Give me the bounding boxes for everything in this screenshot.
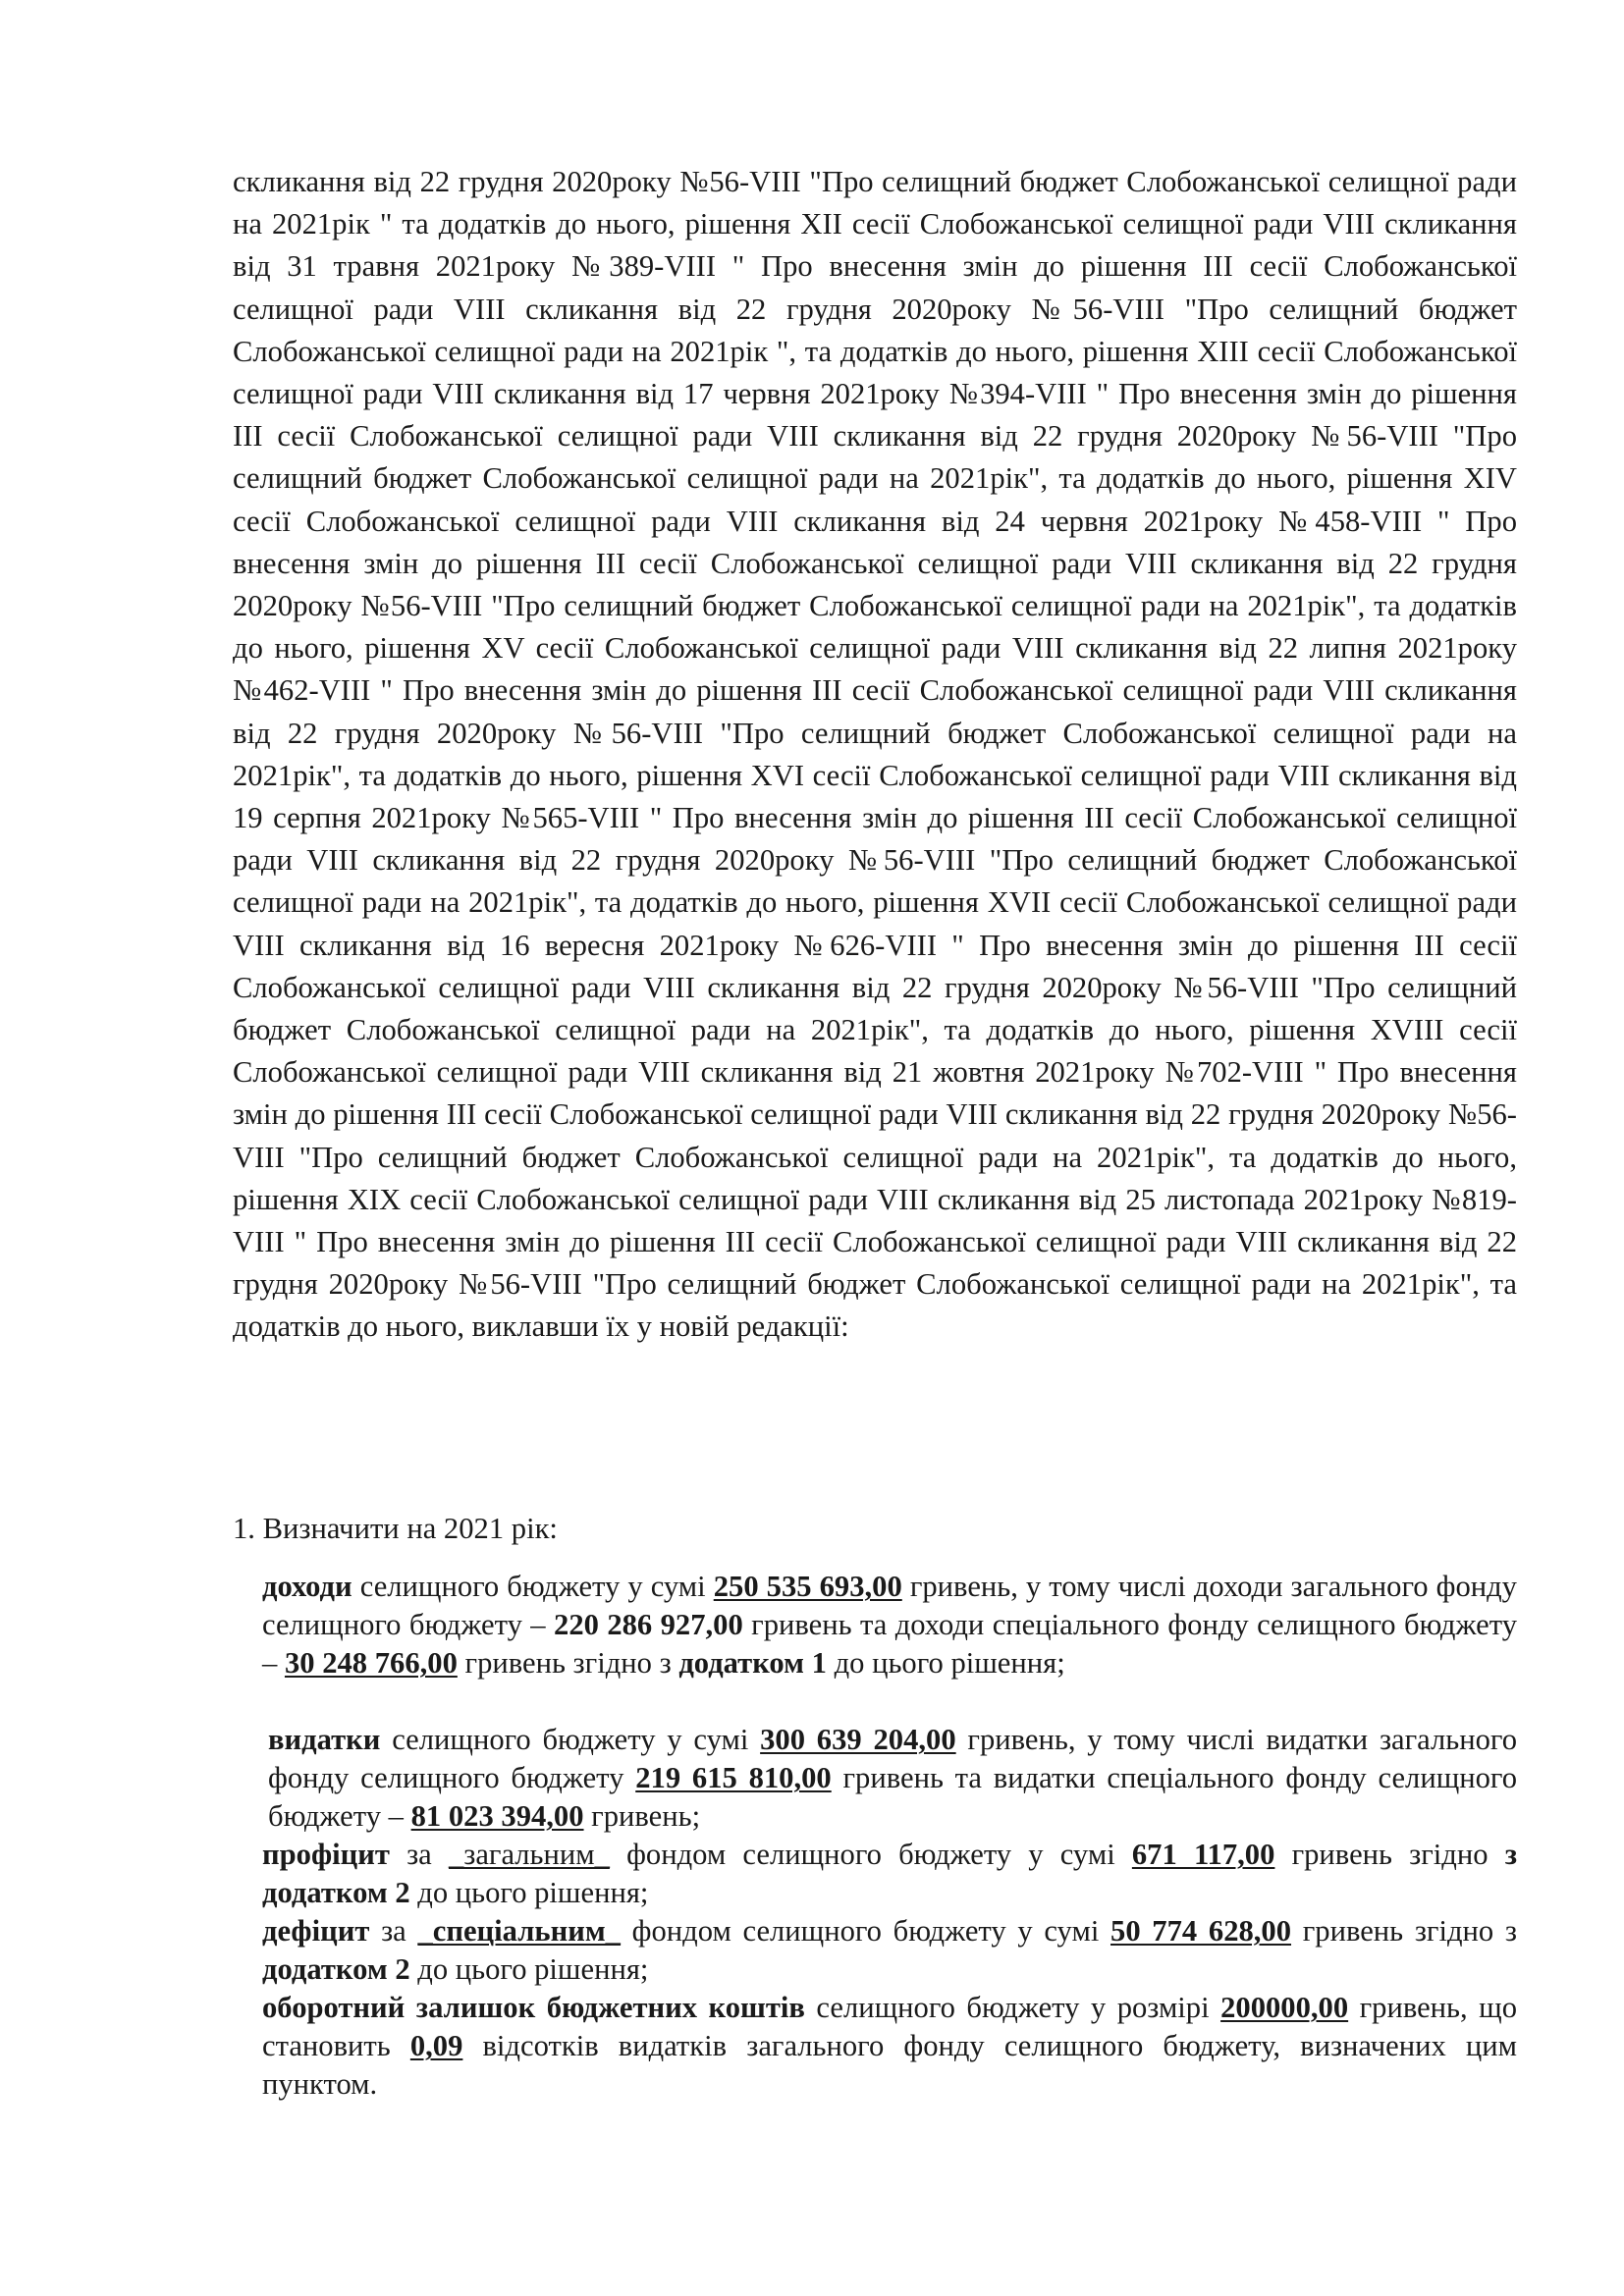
surplus-label: профіцит — [262, 1838, 390, 1871]
surplus-text-3: гривень згідно — [1274, 1838, 1505, 1871]
deficit-item — [262, 1912, 1517, 1989]
income-total: 250 535 693,00 — [713, 1570, 902, 1603]
income-text-5: до цього рішення; — [826, 1646, 1065, 1680]
expenses-text-4: гривень; — [583, 1799, 701, 1833]
surplus-amount: 671 117,00 — [1131, 1838, 1275, 1871]
income-text-4: гривень згідно з — [457, 1646, 679, 1680]
expenses-special: 81 023 394,00 — [410, 1799, 584, 1833]
deficit-text-3: гривень згідно з — [1291, 1914, 1517, 1948]
income-text-1: селищного бюджету у сумі — [352, 1570, 714, 1603]
expenses-text-2: гривень, у тому числі видатки загального фонду селищного бюджету — [268, 1723, 1517, 1794]
reserve-label: оборотний залишок бюджетних коштів — [262, 1991, 805, 2024]
deficit-text-4: до цього рішення; — [409, 1952, 649, 1986]
deficit-text-1: за — [369, 1914, 418, 1948]
income-general: 220 286 927,00 — [554, 1608, 743, 1641]
reserve-item — [262, 1989, 1517, 2104]
surplus-text-4: до цього рішення; — [409, 1876, 649, 1909]
expenses-text-1: селищного бюджету у сумі — [380, 1723, 761, 1756]
section-heading: 1. Визначити на 2021 рік: — [233, 1512, 558, 1545]
expenses-item — [268, 1721, 1517, 1836]
preamble-paragraph: скликання від 22 грудня 2020року №56-VIII "Про селищний бюджет Слобожанської селищної ради на 2021рік " та додатків до нього, рішення XII сесії Слобожанської селищної ради VIII скликання від 31 травня 2021року №389-VIII " Про внесення змін до рішення ІІІ сесії Слобожанської селищної ради VIII скликання від 22 грудня 2020року №56-VIII "Про селищний бюджет Слобожанської селищної ради на 2021рік ", та додатків до нього, рішення XIII сесії Слобожанської селищної ради VIII скликання від 17 червня 2021року №394-VIII " Про внесення змін до рішення ІІІ сесії Слобожанської селищної ради VIII скликання від 22 грудня 2020року №56-VIII "Про селищний бюджет Слобожанської селищної ради на 2021рік", та додатків до нього, рішення XIV сесії Слобожанської селищної ради VIII скликання від 24 червня 2021року №458-VIII " Про внесення змін до рішення ІІІ сесії Слобожанської селищної ради VIII скликання від 22 грудня 2020року №56-VIII "Про селищний бюджет Слобожанської селищної ради на 2021рік", та додатків до нього, рішення XV сесії Слобожанської селищної ради VIII скликання від 22 липня 2021року №462-VIII " Про внесення змін до рішення ІІІ сесії Слобожанської селищної ради VIII скликання від 22 грудня 2020року №56-VIII "Про селищний бюджет Слобожанської селищної ради на 2021рік", та додатків до нього, рішення XVI сесії Слобожанської селищної ради VIII скликання від 19 серпня 2021року №565-VIII " Про внесення змін до рішення ІІІ сесії Слобожанської селищної ради VIII скликання від 22 грудня 2020року №56-VIII "Про селищний бюджет Слобожанської селищної ради на 2021рік", та додатків до нього, рішення XVII сесії Слобожанської селищної ради VIII скликання від 16 вересня 2021року №626-VIII " Про внесення змін до рішення ІІІ сесії Слобожанської селищної ради VIII скликання від 22 грудня 2020року №56-VIII "Про селищний бюджет Слобожанської селищної ради на 2021рік", та додатків до нього, рішення XVIII сесії Слобожанської селищної ради VIII скликання від 21 жовтня 2021року №702-VIII " Про внесення змін до рішення ІІІ сесії Слобожанської селищної ради VIII скликання від 22 грудня 2020року №56-VIII "Про селищний бюджет Слобожанської селищної ради на 2021рік", та додатків до нього, рішення XIX сесії Слобожанської селищної ради VIII скликання від 25 листопада 2021року №819-VIII " Про внесення змін до рішення ІІІ сесії Слобожанської селищної ради VIII скликання від 22 грудня 2020року №56-VIII "Про селищний бюджет Слобожанської селищної ради на 2021рік", та додатків до нього, виклавши їх у новій редакції: — [233, 165, 1517, 1344]
expenses-text-3: гривень та видатки спеціального фонду селищного бюджету – — [268, 1761, 1517, 1833]
deficit-label: дефіцит — [262, 1914, 370, 1948]
surplus-text-2: фондом селищного бюджету у сумі — [609, 1838, 1132, 1871]
reserve-text-3: відсотків видатків загального фонду селищного бюджету, визначених цим пунктом. — [262, 2029, 1518, 2101]
reserve-text-2: гривень, що становить — [262, 1991, 1517, 2062]
deficit-fund: _спеціальним_ — [417, 1914, 621, 1948]
income-annex: додатком 1 — [678, 1646, 827, 1680]
income-text-3: гривень та доходи спеціального фонду селищного бюджету – — [262, 1608, 1518, 1680]
surplus-text-1: за — [389, 1838, 449, 1871]
deficit-annex: додатком 2 — [262, 1952, 410, 1986]
deficit-text-2: фондом селищного бюджету у сумі — [620, 1914, 1111, 1948]
reserve-text-1: селищного бюджету у розмірі — [804, 1991, 1221, 2024]
reserve-percent: 0,09 — [409, 2029, 463, 2062]
income-text-2: гривень, у тому числі доходи загального фонду селищного бюджету – — [262, 1570, 1517, 1641]
expenses-general: 219 615 810,00 — [635, 1761, 832, 1794]
expenses-label: видатки — [268, 1723, 381, 1756]
surplus-annex: з додатком 2 — [262, 1838, 1518, 1909]
expenses-total: 300 639 204,00 — [760, 1723, 956, 1756]
surplus-item — [262, 1836, 1517, 1912]
income-special: 30 248 766,00 — [284, 1646, 458, 1680]
reserve-amount: 200000,00 — [1220, 1991, 1349, 2024]
income-label: доходи — [262, 1570, 352, 1603]
deficit-amount: 50 774 628,00 — [1110, 1914, 1292, 1948]
income-item — [262, 1568, 1517, 1682]
surplus-fund: _загальним_ — [448, 1838, 610, 1871]
